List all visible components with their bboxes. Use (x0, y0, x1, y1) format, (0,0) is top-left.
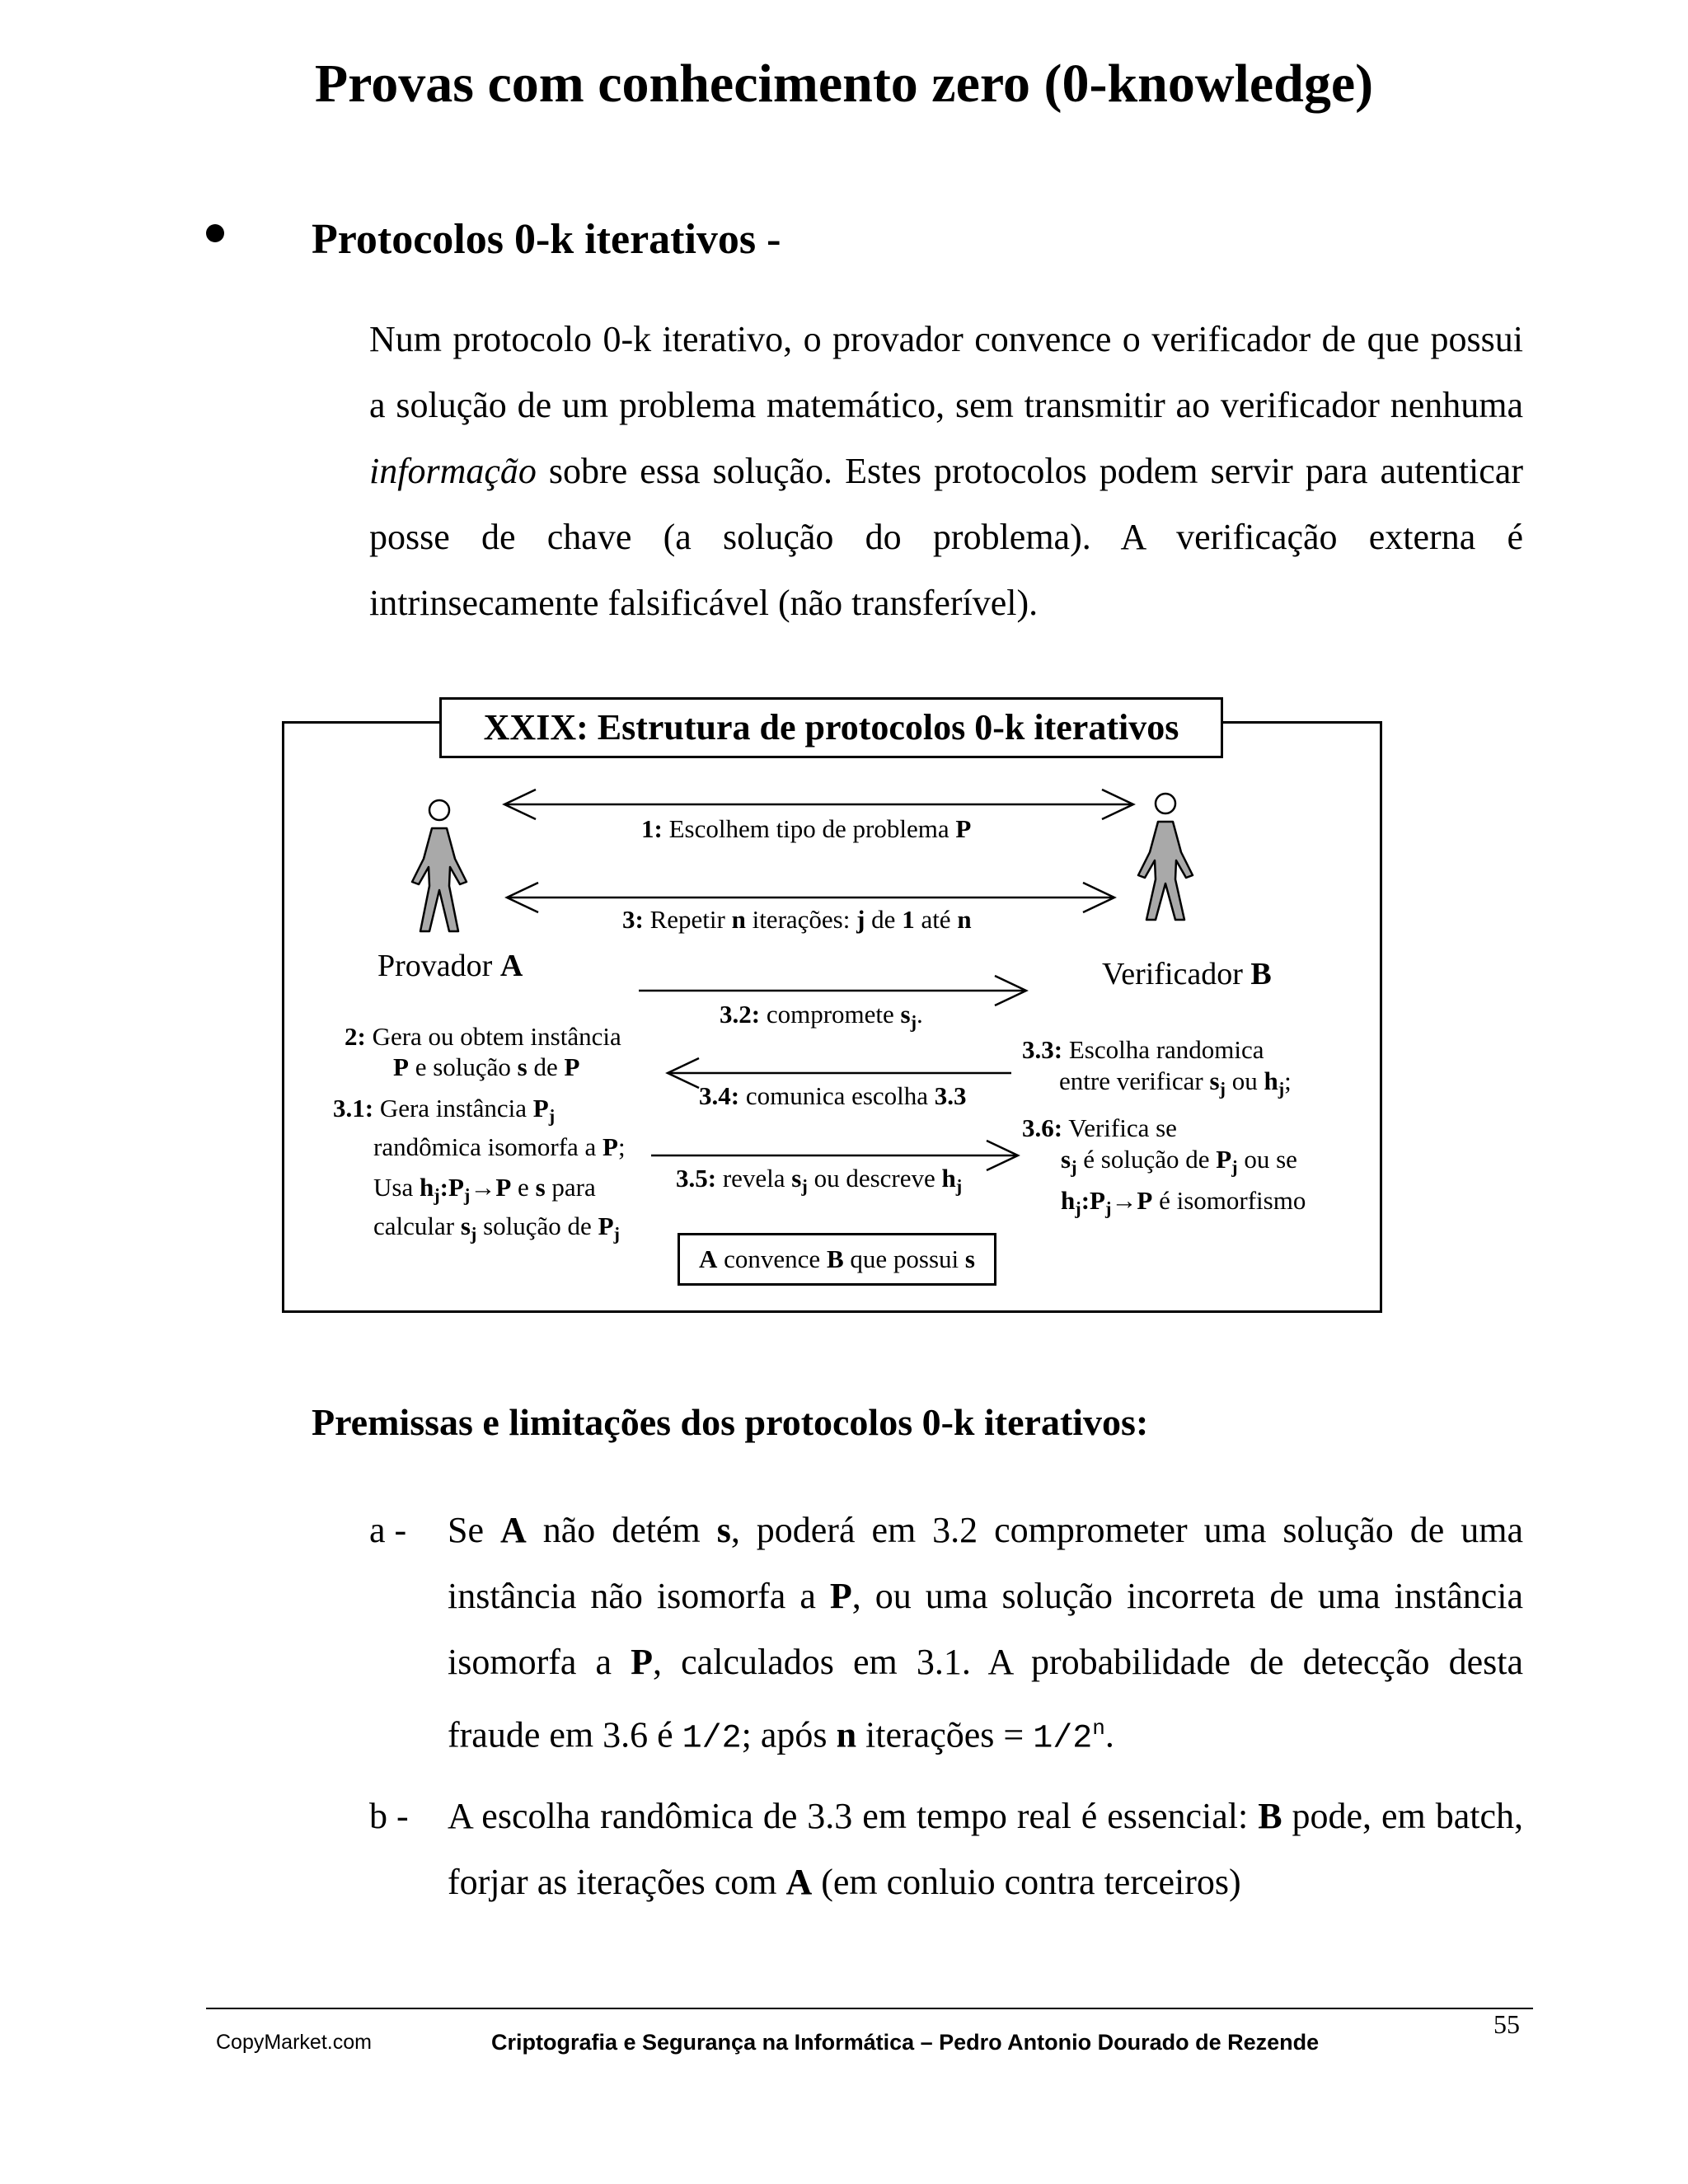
conclusion-box: A convence B que possui s (678, 1233, 996, 1286)
premissas-heading: Premissas e limitações dos protocolos 0-k iterativos: (312, 1401, 1149, 1443)
step-3-6-line-2: $s_j$ é solução de $P_j$ ou se (1061, 1145, 1297, 1178)
footer-rule (206, 2008, 1533, 2009)
step-3-4-label: 3.4: comunica escolha 3.3 (699, 1081, 967, 1110)
step-2-line-2: P e solução s de P (393, 1052, 580, 1081)
step-3-1-line-1: 3.1: Gera instância $P_j$ (333, 1094, 556, 1127)
step-3-1-line-2: randômica isomorfa a P; (373, 1132, 626, 1161)
figure-title: XXIX: Estrutura de protocolos 0-k iterativos (439, 697, 1223, 758)
item-a-text: Se A não detém s, poderá em 3.2 comprometer uma solução de uma instância não isomorfa a P, ou uma solução incorreta de uma instância isomorfa a P, calculados em 3.1. A probabilidade de detecção desta fraude em 3.6 é 1/2; após n iterações = $1/2^n$. (448, 1510, 1524, 1758)
step-3-2-label: 3.2: compromete $s_j$. (720, 1000, 923, 1033)
bullet-icon (206, 224, 224, 242)
item-b-text: A escolha randômica de 3.3 em tempo real é essencial: B pode, em batch, forjar as iterações com A (em conluio contra terceiros) (448, 1796, 1523, 1902)
prover-label: Provador A (377, 949, 523, 983)
verifier-label: Verificador B (1102, 957, 1272, 991)
step-3-6-line-3: $h_j:P_j\to P$ é isomorfismo (1061, 1186, 1306, 1219)
item-a-marker: a - (369, 1510, 407, 1550)
item-b-marker: b - (369, 1796, 409, 1836)
section-heading: Protocolos 0-k iterativos - (312, 216, 781, 263)
intro-paragraph: Num protocolo 0-k iterativo, o provador convence o verificador de que possui a solução de um problema matemático, sem transmitir ao verificador nenhuma informação sobre essa solução. Estes protocolos podem servir para autenticar posse de chave (a solução do problema). A verificação externa é intrinsecamente falsificável (não transferível). (369, 319, 1523, 623)
page-number: 55 (1493, 2009, 1520, 2039)
step-3-1-line-3: Usa $h_j:P_j\to P$ e s para (373, 1173, 596, 1206)
footer-site: CopyMarket.com (216, 2031, 372, 2054)
emphasis-informacao: informação (369, 451, 537, 491)
step-3-5-label: 3.5: revela $s_j$ ou descreve $h_j$ (676, 1164, 963, 1197)
step-3-label: 3: Repetir n iterações: j de 1 até n (622, 905, 972, 934)
step-1-label: 1: Escolhem tipo de problema P (641, 814, 972, 843)
footer-book-title: Criptografia e Segurança na Informática – Pedro Antonio Dourado de Rezende (491, 2030, 1320, 2055)
step-3-6-line-1: 3.6: Verifica se (1022, 1113, 1177, 1142)
step-3-3-line-1: 3.3: Escolha randomica (1022, 1035, 1264, 1064)
step-2-line-1: 2: Gera ou obtem instância (345, 1022, 621, 1051)
step-3-3-line-2: entre verificar $s_j$ ou $h_j$; (1059, 1066, 1292, 1099)
page-title: Provas com conhecimento zero (0-knowledge) (314, 54, 1374, 114)
step-3-1-line-4: calcular $s_j$ solução de $P_j$ (373, 1212, 620, 1244)
